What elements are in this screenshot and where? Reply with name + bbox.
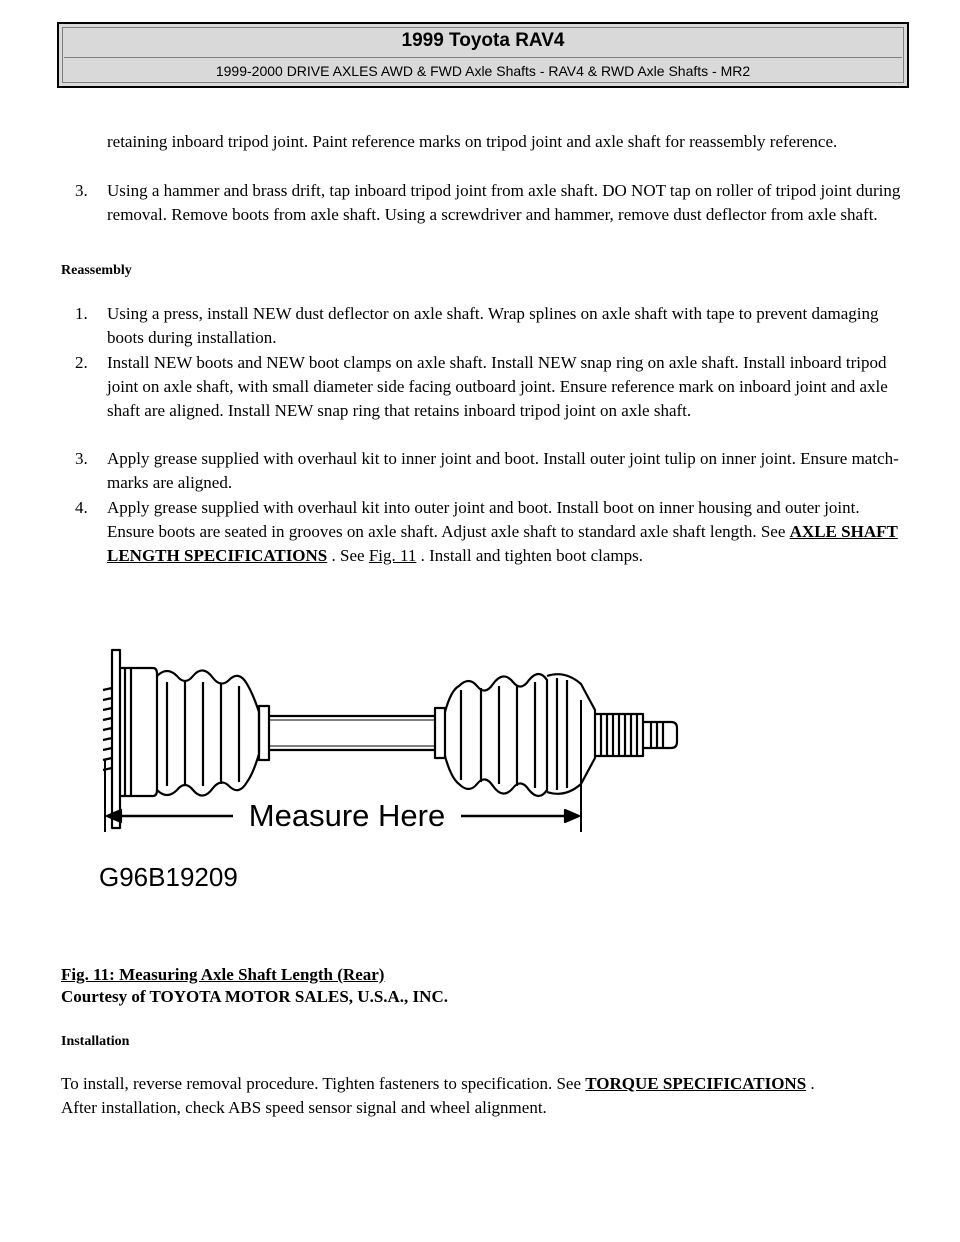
- step-4-text-a: Apply grease supplied with overhaul kit into outer joint and boot. Install boot on inner housing and outer joint. Ensure boots are seated in grooves on axle shaft. Adjust axle shaft to standard axle shaft length. See: [107, 498, 860, 541]
- reassembly-step-1: Using a press, install NEW dust deflector on axle shaft. Wrap splines on axle shaft with tape to prevent damaging boots during installation.: [107, 304, 879, 347]
- axle-shaft-length-specifications-link[interactable]: AXLE SHAFT LENGTH SPECIFICATIONS: [107, 522, 898, 565]
- reassembly-step-2-number: 2.: [75, 353, 88, 372]
- reassembly-step-1-number: 1.: [75, 304, 88, 323]
- figure-code: G96B19209: [99, 862, 238, 892]
- header-title: 1999 Toyota RAV4: [401, 30, 565, 51]
- inboard-boot: [157, 670, 259, 795]
- figure-caption[interactable]: Fig. 11: Measuring Axle Shaft Length (Rear): [61, 965, 385, 984]
- axle-shaft-bar: [269, 716, 435, 750]
- disassembly-step-3: Using a hammer and brass drift, tap inboard tripod joint from axle shaft. DO NOT tap on roller of tripod joint during removal. Remove boots from axle shaft. Using a screwdriver and hammer, remove dust deflector from axle shaft.: [107, 181, 901, 224]
- reassembly-step-2: Install NEW boots and NEW boot clamps on axle shaft. Install NEW snap ring on axle shaft. Install inboard tripod joint on axle shaft, with small diameter side facing outboard joint. Ensure reference mark on inboard joint and axle shaft are aligned. Install NEW snap ring that retains inboard tripod joint on axle shaft.: [107, 353, 888, 420]
- inboard-flange: [112, 650, 120, 828]
- reassembly-step-4-number: 4.: [75, 498, 88, 517]
- header-divider: [64, 57, 902, 58]
- step-4-text-c: . Install and tighten boot clamps.: [416, 546, 643, 565]
- reassembly-step-4: [107, 496, 907, 568]
- installation-text-a: To install, reverse removal procedure. Tighten fasteners to specification. See: [61, 1074, 586, 1093]
- threaded-end: [643, 722, 677, 748]
- installation-heading: Installation: [61, 1034, 130, 1049]
- installation-text-line-2: After installation, check ABS speed sensor signal and wheel alignment.: [61, 1098, 547, 1117]
- inboard-boot-clamp: [259, 706, 269, 760]
- outboard-joint: [547, 674, 595, 794]
- disassembly-continued: retaining inboard tripod joint. Paint reference marks on tripod joint and axle shaft for reassembly reference.: [107, 132, 838, 151]
- outboard-boot-clamp: [435, 708, 445, 758]
- axle-shaft-illustration: [95, 640, 695, 900]
- header-subtitle: 1999-2000 DRIVE AXLES AWD & FWD Axle Shafts - RAV4 & RWD Axle Shafts - MR2: [215, 63, 751, 79]
- torque-specifications-link[interactable]: TORQUE SPECIFICATIONS: [585, 1074, 807, 1093]
- fig-11-link[interactable]: Fig. 11: [368, 546, 417, 565]
- reassembly-step-3: Apply grease supplied with overhaul kit to inner joint and boot. Install outer joint tulip on inner joint. Ensure match-marks are aligned.: [107, 449, 899, 492]
- step-4-text-b: . See: [327, 546, 369, 565]
- installation-text-b: .: [806, 1074, 815, 1093]
- document-header: [57, 22, 909, 88]
- reassembly-heading: Reassembly: [61, 263, 132, 278]
- disassembly-step-3-number: 3.: [75, 181, 88, 200]
- figure-courtesy: Courtesy of TOYOTA MOTOR SALES, U.S.A., INC.: [61, 987, 448, 1006]
- reassembly-step-3-number: 3.: [75, 449, 88, 468]
- installation-text-line-1: [61, 1072, 921, 1096]
- measure-here-label: Measure Here: [248, 798, 446, 833]
